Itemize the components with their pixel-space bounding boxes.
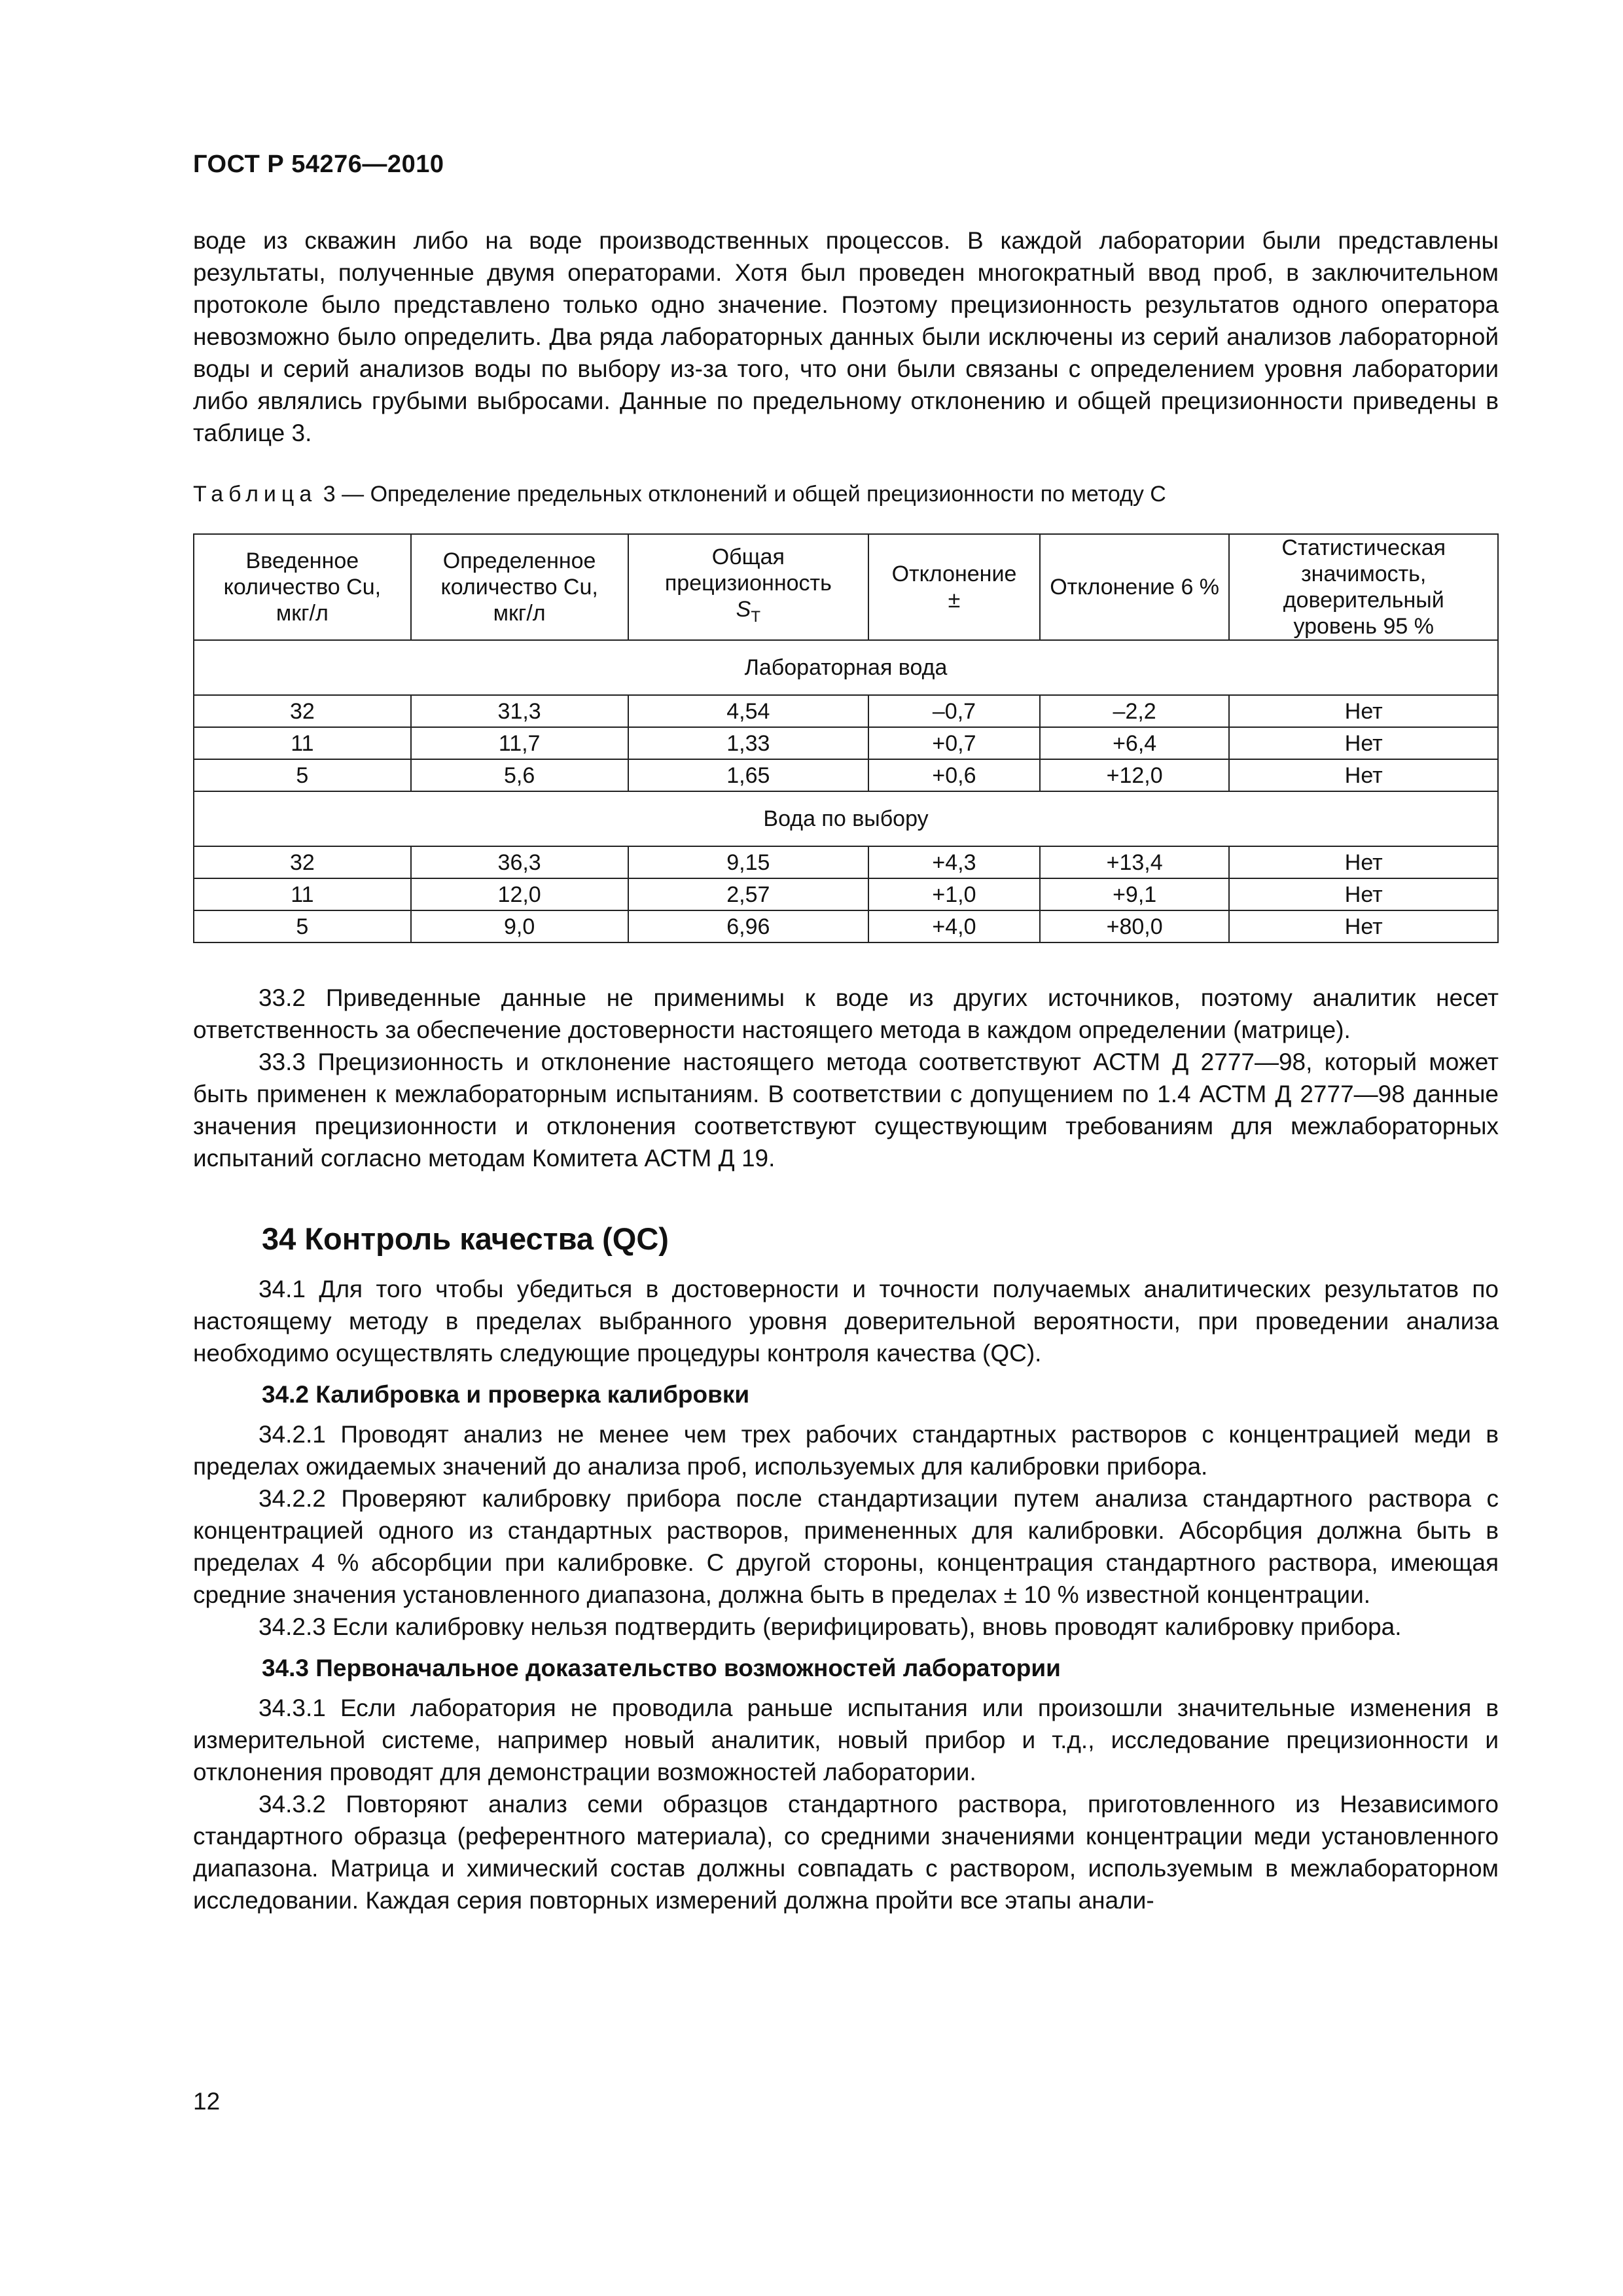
table-cell: +9,1 xyxy=(1040,878,1230,910)
header-determined-amount: Определенное количество Cu, мкг/л xyxy=(411,534,628,640)
precision-table xyxy=(193,533,1499,943)
table-cell: –0,7 xyxy=(868,695,1040,727)
intro-block xyxy=(193,224,1499,449)
table-caption xyxy=(193,482,1166,507)
subheading-34-3: 34.3 Первоначальное доказательство возможностей лаборатории xyxy=(262,1655,1061,1681)
table-row xyxy=(194,727,1498,759)
table-cell: 11 xyxy=(194,878,411,910)
table-cell: Нет xyxy=(1229,759,1498,791)
header-deviation: Отклонение ± xyxy=(868,534,1040,640)
table-cell: 5,6 xyxy=(411,759,628,791)
header-significance: Статистическая значимость, доверительный уровень 95 % xyxy=(1229,534,1498,640)
table-cell: 5 xyxy=(194,759,411,791)
header-deviation-percent: Отклонение 6 % xyxy=(1040,534,1230,640)
table-row xyxy=(194,846,1498,878)
group-title: Вода по выбору xyxy=(194,791,1498,846)
table-row xyxy=(194,759,1498,791)
table-cell: +4,0 xyxy=(868,910,1040,942)
paragraph-34-2-1: 34.2.1 Проводят анализ не менее чем трех рабочих стандартных растворов с концентрацией меди в пределах ожидаемых значений до анализа проб, используемых для калибровки прибора. xyxy=(193,1421,1499,1480)
paragraph-34-1: 34.1 Для того чтобы убедиться в достоверности и точности получаемых аналитических результатов по настоящему методу в пределах выбранного уровня доверительной вероятности, при проведении анализа необходимо осуществлять следующие процедуры контроля качества (QC). xyxy=(193,1276,1499,1367)
table-cell: Нет xyxy=(1229,727,1498,759)
table-cell: 6,96 xyxy=(628,910,869,942)
paragraph-34-2-2: 34.2.2 Проверяют калибровку прибора после стандартизации путем анализа стандартного раствора с концентрацией одного из стандартных растворов, примененных для калибровки. Абсорбция должна быть в пределах 4 % абсорбции при калибровке. С другой стороны, концентрация стандартного раствора, имеющая средние значения установленного диапазона, должна быть в пределах ± 10 % известной концентрации. xyxy=(193,1485,1499,1608)
table-cell: +0,7 xyxy=(868,727,1040,759)
page-number: 12 xyxy=(193,2088,221,2115)
paragraph-34-2-3: 34.2.3 Если калибровку нельзя подтвердить (верифицировать), вновь проводят калибровку прибора. xyxy=(259,1613,1402,1640)
table-cell: 5 xyxy=(194,910,411,942)
table-cell: +80,0 xyxy=(1040,910,1230,942)
paragraph-33-2: 33.2 Приведенные данные не применимы к воде из других источников, поэтому аналитик несет ответственность за обеспечение достоверности настоящего метода в каждом определении (матрице). xyxy=(193,984,1499,1043)
paragraph-33-3: 33.3 Прецизионность и отклонение настоящего метода соответствуют АСТМ Д 2777—98, который может быть применен к межлабораторным испытаниям. В соответствии с допущением по 1.4 АСТМ Д 2777—98 данные значения прецизионности и отклонения соответствуют существующим требованиям для межлабораторных испытаний согласно методам Комитета АСТМ Д 19. xyxy=(193,1049,1499,1172)
header-injected-amount: Введенное количество Cu, мкг/л xyxy=(194,534,411,640)
table-cell: 1,33 xyxy=(628,727,869,759)
table-cell: 32 xyxy=(194,695,411,727)
table-cell: 2,57 xyxy=(628,878,869,910)
section-34-heading: 34 Контроль качества (QC) xyxy=(262,1221,669,1256)
table-cell: Нет xyxy=(1229,910,1498,942)
paragraph-34-3-2: 34.3.2 Повторяют анализ семи образцов стандартного раствора, приготовленного из Независимого стандартного образца (референтного материала), со средними значениями концентрации меди установленного диапазона. Матрица и химический состав должны совпадать с раствором, используемым в межлабораторном исследовании. Каждая серия повторных измерений должна пройти все этапы анали- xyxy=(193,1791,1499,1914)
section-33-paragraphs xyxy=(193,982,1499,1174)
paragraph-34-3-1: 34.3.1 Если лаборатория не проводила раньше испытания или произошли значительные изменения в измерительной системе, например новый аналитик, новый прибор и т.д., исследование прецизионности и отклонения проводят для демонстрации возможностей лаборатории. xyxy=(193,1695,1499,1785)
table-cell: 36,3 xyxy=(411,846,628,878)
table-row xyxy=(194,910,1498,942)
group-title: Лабораторная вода xyxy=(194,640,1498,695)
table-cell: +0,6 xyxy=(868,759,1040,791)
table-row xyxy=(194,878,1498,910)
table-cell: 11,7 xyxy=(411,727,628,759)
table-cell: 9,0 xyxy=(411,910,628,942)
document-code: ГОСТ Р 54276—2010 xyxy=(193,151,444,178)
group-row-selected-water xyxy=(194,791,1498,846)
table-cell: 32 xyxy=(194,846,411,878)
subheading-34-2: 34.2 Калибровка и проверка калибровки xyxy=(262,1381,750,1408)
table-cell: 4,54 xyxy=(628,695,869,727)
header-total-precision: Общая прецизионность $S_T$ xyxy=(628,534,869,640)
table-cell: 1,65 xyxy=(628,759,869,791)
table-cell: +4,3 xyxy=(868,846,1040,878)
table-caption-text: 3 — Определение предельных отклонений и общей прецизионности по методу С xyxy=(323,482,1166,507)
table-cell: Нет xyxy=(1229,846,1498,878)
table-cell: 9,15 xyxy=(628,846,869,878)
table-cell: 31,3 xyxy=(411,695,628,727)
group-row-lab-water xyxy=(194,640,1498,695)
intro-paragraph: воде из скважин либо на воде производственных процессов. В каждой лаборатории были представлены результаты, полученные двумя операторами. Хотя был проведен многократный ввод проб, в заключительном протоколе было представлено только одно значение. Поэтому прецизионность результатов одного оператора невозможно было определить. Два ряда лабораторных данных были исключены из серий анализов лабораторной воды и серий анализов воды по выбору из-за того, что они были связаны с определением уровня лаборатории либо являлись грубыми выбросами. Данные по предельному отклонению и общей прецизионности приведены в таблице 3. xyxy=(193,227,1499,446)
table-cell: +1,0 xyxy=(868,878,1040,910)
table-cell: Нет xyxy=(1229,878,1498,910)
table-caption-label: Таблица xyxy=(193,482,317,507)
table-cell: +6,4 xyxy=(1040,727,1230,759)
table-cell: 12,0 xyxy=(411,878,628,910)
table-row xyxy=(194,695,1498,727)
table-cell: Нет xyxy=(1229,695,1498,727)
table-header-row xyxy=(194,534,1498,640)
section-34-body xyxy=(193,1273,1499,1916)
table-cell: –2,2 xyxy=(1040,695,1230,727)
table-cell: 11 xyxy=(194,727,411,759)
table-cell: +12,0 xyxy=(1040,759,1230,791)
table-cell: +13,4 xyxy=(1040,846,1230,878)
